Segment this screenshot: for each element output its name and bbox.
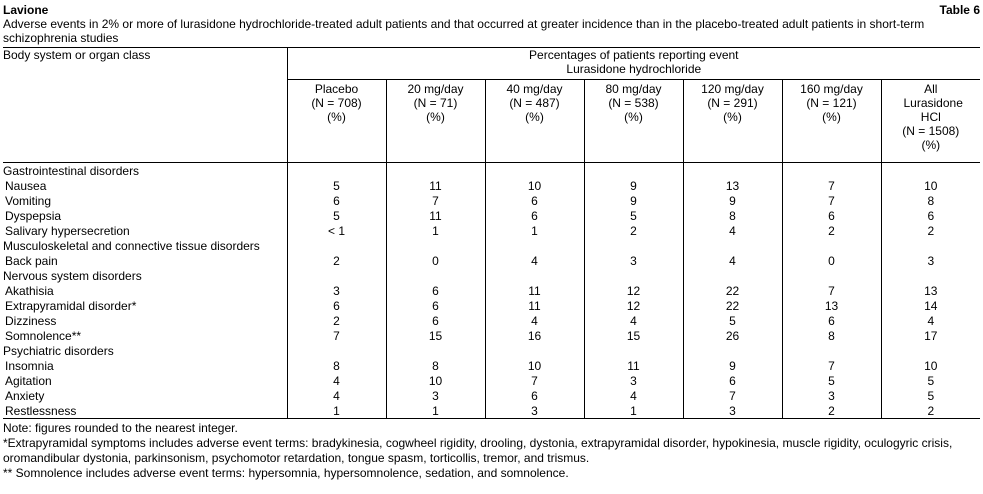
- value-cell: 9: [683, 193, 782, 208]
- event-label: Nausea: [5, 178, 47, 193]
- column-n: (N = 708): [311, 96, 362, 110]
- footnotes: [3, 421, 980, 481]
- empty-cell: [782, 163, 881, 179]
- event-label: Dizziness: [5, 313, 57, 328]
- note-somnolence: ** Somnolence includes adverse event terms: hypersomnia, hypersomnolence, sedation, and somnolence.: [3, 466, 569, 480]
- column-unit: (%): [426, 110, 445, 124]
- value-cell: 6: [782, 313, 881, 328]
- column-name: 120 mg/day: [701, 82, 764, 96]
- column-name: All Lurasidone HCl: [903, 82, 963, 124]
- value-cell: 3: [683, 403, 782, 419]
- value-cell: 7: [782, 178, 881, 193]
- empty-cell: [386, 343, 485, 358]
- value-cell: 13: [683, 178, 782, 193]
- value-cell: 3: [386, 388, 485, 403]
- column-unit: (%): [327, 110, 346, 124]
- value-cell: 5: [584, 208, 683, 223]
- value-cell: 3: [584, 253, 683, 268]
- value-cell: 7: [782, 193, 881, 208]
- value-cell: 10: [881, 178, 980, 193]
- section-title: Musculoskeletal and connective tissue disorders: [3, 238, 260, 253]
- value-cell: 16: [485, 328, 584, 343]
- value-cell: 3: [881, 253, 980, 268]
- value-cell: 13: [782, 298, 881, 313]
- column-unit: (%): [822, 110, 841, 124]
- event-label: Anxiety: [5, 388, 45, 403]
- value-cell: 22: [683, 283, 782, 298]
- empty-cell: [683, 163, 782, 179]
- value-cell: 0: [386, 253, 485, 268]
- table-row: [3, 223, 980, 238]
- value-cell: 4: [287, 388, 386, 403]
- empty-cell: [584, 163, 683, 179]
- empty-cell: [287, 163, 386, 179]
- table-row: [3, 178, 980, 193]
- column-name: 80 mg/day: [605, 82, 662, 96]
- value-cell: 17: [881, 328, 980, 343]
- value-cell: 5: [683, 313, 782, 328]
- empty-cell: [386, 163, 485, 179]
- empty-cell: [881, 268, 980, 283]
- empty-cell: [584, 343, 683, 358]
- value-cell: 11: [485, 298, 584, 313]
- empty-cell: [584, 268, 683, 283]
- value-cell: 15: [386, 328, 485, 343]
- column-n: (N = 538): [608, 96, 659, 110]
- value-cell: 4: [485, 313, 584, 328]
- section-row: [3, 163, 980, 179]
- value-cell: 1: [584, 403, 683, 419]
- empty-cell: [782, 268, 881, 283]
- event-label: Akathisia: [5, 283, 54, 298]
- value-cell: 2: [782, 223, 881, 238]
- value-cell: 7: [485, 373, 584, 388]
- group-header-line1: Percentages of patients reporting event: [529, 48, 739, 62]
- table-row: [3, 283, 980, 298]
- column-header: [683, 80, 782, 163]
- value-cell: 8: [683, 208, 782, 223]
- value-cell: 8: [782, 328, 881, 343]
- column-header: [287, 80, 386, 163]
- value-cell: < 1: [287, 223, 386, 238]
- value-cell: 6: [881, 208, 980, 223]
- column-name: 160 mg/day: [800, 82, 863, 96]
- column-unit: (%): [525, 110, 544, 124]
- value-cell: 8: [287, 358, 386, 373]
- value-cell: 5: [287, 208, 386, 223]
- empty-cell: [287, 268, 386, 283]
- value-cell: 7: [386, 193, 485, 208]
- value-cell: 4: [287, 373, 386, 388]
- value-cell: 9: [584, 193, 683, 208]
- empty-cell: [782, 238, 881, 253]
- value-cell: 26: [683, 328, 782, 343]
- empty-cell: [683, 343, 782, 358]
- event-label: Insomnia: [5, 358, 54, 373]
- table-row: [3, 358, 980, 373]
- value-cell: 2: [287, 313, 386, 328]
- value-cell: 15: [584, 328, 683, 343]
- adverse-events-table: [3, 47, 980, 419]
- table-row: [3, 403, 980, 419]
- table-caption: Adverse events in 2% or more of lurasidone hydrochloride-treated adult patients and that occurred at greater incidence than in the placebo-treated adult patients in short-term schizophrenia studies: [3, 17, 925, 45]
- value-cell: 11: [584, 358, 683, 373]
- empty-cell: [584, 238, 683, 253]
- section-title: Psychiatric disorders: [3, 343, 114, 358]
- value-cell: 5: [782, 373, 881, 388]
- table-row: [3, 253, 980, 268]
- value-cell: 2: [782, 403, 881, 419]
- value-cell: 6: [287, 298, 386, 313]
- value-cell: 6: [287, 193, 386, 208]
- column-header: [584, 80, 683, 163]
- value-cell: 5: [881, 373, 980, 388]
- value-cell: 6: [485, 388, 584, 403]
- table-row: [3, 388, 980, 403]
- value-cell: 0: [782, 253, 881, 268]
- empty-cell: [683, 268, 782, 283]
- value-cell: 6: [485, 193, 584, 208]
- section-title: Gastrointestinal disorders: [3, 163, 140, 178]
- column-n: (N = 1508): [902, 124, 960, 138]
- body-system-header: Body system or organ class: [3, 48, 287, 163]
- column-header: [485, 80, 584, 163]
- empty-cell: [782, 343, 881, 358]
- table-row: [3, 193, 980, 208]
- value-cell: 6: [782, 208, 881, 223]
- value-cell: 1: [386, 223, 485, 238]
- value-cell: 10: [485, 358, 584, 373]
- event-label: Agitation: [5, 373, 52, 388]
- table-row: [3, 313, 980, 328]
- note-extrapyramidal: *Extrapyramidal symptoms includes adverse event terms: bradykinesia, cogwheel rigidity, drooling, dystonia, extrapyramidal disorder, hypokinesia, muscle rigidity, oculogyric crisis, oromandibular dystonia, parkinsonism, psychomotor retardation, tongue spasm, torticollis, tremor, and trismus.: [3, 436, 953, 465]
- value-cell: 4: [485, 253, 584, 268]
- note-rounding: Note: figures rounded to the nearest integer.: [3, 421, 238, 435]
- value-cell: 1: [287, 403, 386, 419]
- table-number: Table 6: [939, 3, 980, 17]
- value-cell: 6: [485, 208, 584, 223]
- section-title: Nervous system disorders: [3, 268, 142, 283]
- value-cell: 7: [782, 358, 881, 373]
- brand-name: Lavione: [3, 3, 49, 17]
- value-cell: 3: [584, 373, 683, 388]
- column-header: [881, 80, 980, 163]
- value-cell: 2: [881, 403, 980, 419]
- column-n: (N = 291): [707, 96, 758, 110]
- value-cell: 4: [881, 313, 980, 328]
- column-n: (N = 487): [509, 96, 560, 110]
- empty-cell: [881, 343, 980, 358]
- value-cell: 1: [485, 223, 584, 238]
- table-row: [3, 208, 980, 223]
- value-cell: 4: [683, 253, 782, 268]
- empty-cell: [287, 343, 386, 358]
- value-cell: 11: [386, 208, 485, 223]
- column-unit: (%): [624, 110, 643, 124]
- value-cell: 1: [386, 403, 485, 419]
- column-header: [782, 80, 881, 163]
- value-cell: 2: [584, 223, 683, 238]
- empty-cell: [485, 268, 584, 283]
- value-cell: 10: [881, 358, 980, 373]
- value-cell: 4: [683, 223, 782, 238]
- section-row: [3, 238, 980, 253]
- value-cell: 22: [683, 298, 782, 313]
- document-page: [3, 3, 980, 481]
- empty-cell: [287, 238, 386, 253]
- value-cell: 9: [584, 178, 683, 193]
- value-cell: 5: [881, 388, 980, 403]
- value-cell: 7: [287, 328, 386, 343]
- value-cell: 7: [782, 283, 881, 298]
- column-name: 20 mg/day: [407, 82, 464, 96]
- value-cell: 3: [485, 403, 584, 419]
- value-cell: 6: [683, 373, 782, 388]
- value-cell: 7: [683, 388, 782, 403]
- section-row: [3, 343, 980, 358]
- value-cell: 2: [881, 223, 980, 238]
- empty-cell: [683, 238, 782, 253]
- event-label: Salivary hypersecretion: [5, 223, 130, 238]
- column-n: (N = 121): [806, 96, 857, 110]
- group-header-line2: Lurasidone hydrochloride: [566, 62, 702, 76]
- column-n: (N = 71): [413, 96, 458, 110]
- value-cell: 11: [386, 178, 485, 193]
- value-cell: 13: [881, 283, 980, 298]
- empty-cell: [485, 343, 584, 358]
- empty-cell: [386, 268, 485, 283]
- value-cell: 10: [386, 373, 485, 388]
- value-cell: 11: [485, 283, 584, 298]
- value-cell: 3: [287, 283, 386, 298]
- empty-cell: [881, 163, 980, 179]
- event-label: Extrapyramidal disorder*: [5, 298, 137, 313]
- title-bar: [3, 3, 980, 17]
- empty-cell: [881, 238, 980, 253]
- event-label: Vomiting: [5, 193, 52, 208]
- table-row: [3, 373, 980, 388]
- value-cell: 14: [881, 298, 980, 313]
- column-unit: (%): [723, 110, 742, 124]
- event-label: Back pain: [5, 253, 58, 268]
- value-cell: 9: [683, 358, 782, 373]
- value-cell: 8: [386, 358, 485, 373]
- section-row: [3, 268, 980, 283]
- empty-cell: [485, 238, 584, 253]
- value-cell: 2: [287, 253, 386, 268]
- column-unit: (%): [921, 138, 941, 152]
- value-cell: 12: [584, 283, 683, 298]
- event-label: Somnolence**: [5, 328, 82, 343]
- value-cell: 4: [584, 313, 683, 328]
- value-cell: 6: [386, 283, 485, 298]
- value-cell: 12: [584, 298, 683, 313]
- column-header: [386, 80, 485, 163]
- empty-cell: [386, 238, 485, 253]
- value-cell: 10: [485, 178, 584, 193]
- value-cell: 3: [782, 388, 881, 403]
- value-cell: 4: [584, 388, 683, 403]
- table-row: [3, 328, 980, 343]
- table-row: [3, 298, 980, 313]
- value-cell: 5: [287, 178, 386, 193]
- empty-cell: [485, 163, 584, 179]
- group-header: [287, 48, 980, 80]
- column-name: Placebo: [314, 82, 359, 96]
- column-name: 40 mg/day: [506, 82, 563, 96]
- event-label: Dyspepsia: [5, 208, 62, 223]
- value-cell: 6: [386, 298, 485, 313]
- value-cell: 6: [386, 313, 485, 328]
- event-label: Restlessness: [3, 403, 287, 419]
- value-cell: 8: [881, 193, 980, 208]
